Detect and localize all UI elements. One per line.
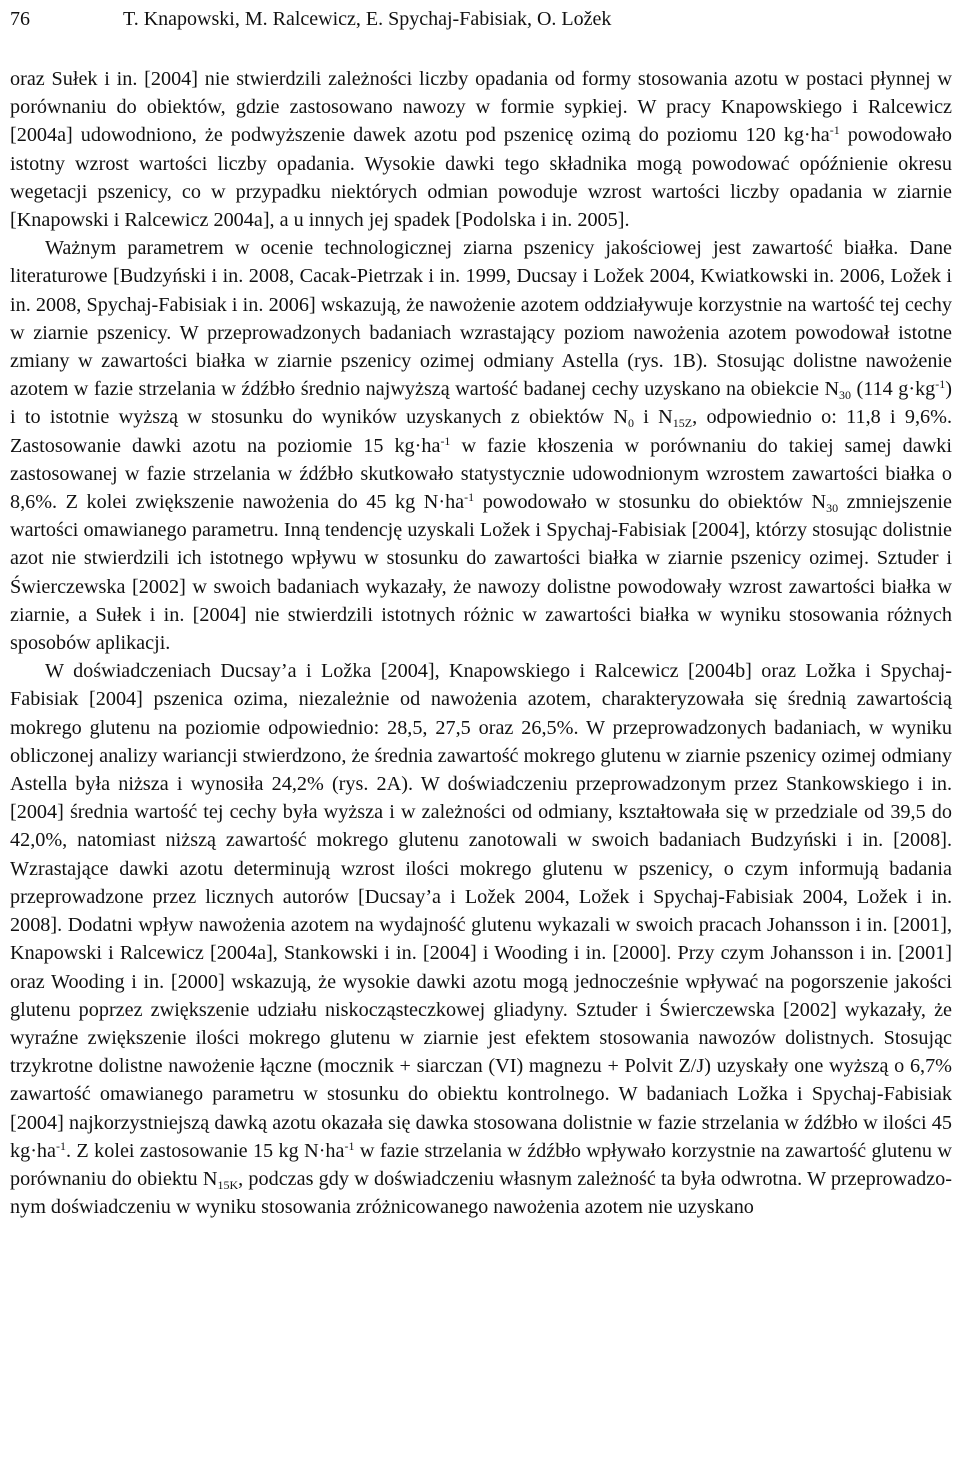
subscript: 15Z	[672, 416, 693, 431]
page-number: 76	[10, 8, 30, 30]
superscript: -1	[464, 490, 475, 505]
paragraph: oraz Sułek i in. [2004] nie stwierdzili zależności liczby opadania od formy stosowania azotu w postaci płynnej w porównaniu do obiektów, gdzie zastosowano nawozy w formie sypkiej. W pracy Knapowskiego i Ralcewicz [2004a] udowodniono, że podwyższenie dawek azotu pod pszenicę ozimą do poziomu 120 $kg\cdot ha^{-1}$ powodowało istotny wzrost wartości liczby opadania. Wysokie dawki tego składnika mogą powodować opóźnienie okresu wegetacji pszenicy, co w przypadku niektórych odmian powoduje wzrost wartości liczby opadania w ziarnie [Knapowski i Ralcewicz 2004a], a u innych jej spadek [Podolska i in. 2005].	[10, 68, 952, 232]
subscript: 15K	[217, 1177, 239, 1192]
superscript: -1	[55, 1138, 66, 1153]
superscript: -1	[344, 1138, 355, 1153]
superscript: -1	[440, 433, 451, 448]
paragraph: Ważnym parametrem w ocenie technologicznej ziarna pszenicy jakościowej jest zawartość białka. Dane literaturowe [Budzyński i in. 2008, Cacak-Pietrzak i in. 1999, Ducsay i Ložek 2004, Kwiatkowski in. 2006, Ložek i in. 2008, Spychaj-Fabisiak i in. 2006] wskazują, że nawożenie azotem oddziaływuje korzystnie na wartość tej cechy w ziarnie pszenicy. W przeprowadzonych badaniach wzrastający poziom nawożenia azotem powodował istotne zmiany w zawartości białka w ziarnie pszenicy ozimej odmiany Astella (rys. 1B). Stosując dolistne nawożenie azotem w fazie strzelania w źdźbło średnio najwyższą wartość badanej cechy uzyskano na obiekcie $N_{30}$ (114 $g\cdot kg^{-1}$) i to istotnie wyższą w stosunku do wyników uzyskanych z obiektów $N_0$ i $N_{15Z}$, odpowiednio o: 11,8 i 9,6%. Zastosowanie dawki azotu na poziomie 15 $kg\cdot ha^{-1}$ w fazie kłoszenia w porównaniu do takiej samej dawki zastosowanej w fazie strzelania w źdźbło skutkowało statystycznie udowodnionym wzrostem zawartości białka o 8,6%. Z kolei zwiększenie nawożenia do 45 kg $N\cdot ha^{-1}$ powodowało w stosunku do obiektów $N_{30}$ zmniejszenie wartości omawianego parametru. Inną tendencję uzyskali Ložek i Spychaj-Fabisiak [2004], którzy stosując dolistnie azot nie stwierdzili ich istotnego wpływu w stosunku do zawartości białka w ziarnie pszenicy ozimej. Sztuder i Świerczewska [2002] w swoich badaniach wykazały, że nawozy dolistne powodowały wzrost zawartości białka w ziarnie, a Sułek i in. [2004] nie stwierdzili istotnych różnic w zawartości białka w wyniku stosowania różnych sposobów aplikacji.	[10, 237, 953, 655]
running-header-authors: T. Knapowski, M. Ralcewicz, E. Spychaj-Fabisiak, O. Ložek	[123, 8, 612, 30]
running-header	[10, 4, 952, 34]
subscript: 30	[839, 388, 852, 403]
superscript: -1	[935, 377, 946, 392]
superscript: -1	[829, 123, 840, 138]
paragraph: W doświadczeniach Ducsay’a i Ložka [2004], Knapowskiego i Ralcewicz [2004b] oraz Ložka i Spychaj-Fabisiak [2004] pszenica ozima, niezależnie od nawożenia azotem, charakteryzowała się średnią zawartością mokrego glutenu na poziomie odpowiednio: 28,5, 27,5 oraz 26,5%. W przeprowadzonych badaniach, w wyniku obliczonej analizy wariancji stwierdzono, że średnia zawartość mokrego glutenu w ziarnie pszenicy ozimej odmiany Astella była niższa i wynosiła 24,2% (rys. 2A). W doświadczeniu przeprowadzonym przez Stankowskiego i in. [2004] średnia wartość tej cechy była wyższa i w zależności od odmiany, kształtowała się w przedziale od 39,5 do 42,0%, natomiast niższą zawartość mokrego glutenu zanotowali w swoich badaniach Budzyński i in. [2008]. Wzrastające dawki azotu determinują wzrost ilości mokrego glutenu w pszenicy, o czym informują badania przeprowadzone przez licznych autorów [Ducsay’a i Ložek 2004, Ložek i Spychaj-Fabisiak 2004, Ložek i in. 2008]. Dodatni wpływ nawożenia azotem na wydajność glutenu wykazali w swoich pracach Johansson i in. [2001], Knapowski i Ralcewicz [2004a], Stankowski i in. [2004] i Wooding i in. [2000]. Przy czym Johansson i in. [2001] oraz Wooding i in. [2000] wskazują, że wysokie dawki azotu mogą jednocześnie wpływać na pogorszenie jakości glutenu poprzez zwiększenie udziału niskocząsteczkowej gliadyny. Sztuder i Świerczewska [2002] wykazały, że wyraźne zwiększenie ilości mokrego glutenu w ziarnie jest efektem stosowania nawozów dolistnych. Stosując trzykrotne dolistne nawożenie łączne (mocznik + siarczan (VI) magnezu + Polvit Z/J) uzyskały one wyższą o 6,7% zawartość omawianego parametru w stosunku do obiektu kontrolnego. W badaniach Ložka i Spychaj-Fabisiak [2004] najkorzystniejszą dawką azotu okazała się dawka stosowana dolistnie w fazie strzelania w źdźbło w ilości 45 $kg\cdot ha^{-1}$. Z kolei zastosowanie 15 kg $N\cdot ha^{-1}$ w fazie strzelania w źdźbło wpływało korzystnie na zawartość glutenu w porównaniu do obiektu $N_{15K}$, podczas gdy w doświadczeniu własnym zależność ta była odwrotna. W przeprowadzonym doświadczeniu w wyniku stosowania zróżnicowanego nawożenia azotem nie uzyskano	[10, 660, 952, 1219]
document-page	[10, 0, 952, 1221]
body-text	[10, 65, 952, 1221]
subscript: 0	[628, 416, 634, 431]
subscript: 30	[826, 501, 839, 516]
